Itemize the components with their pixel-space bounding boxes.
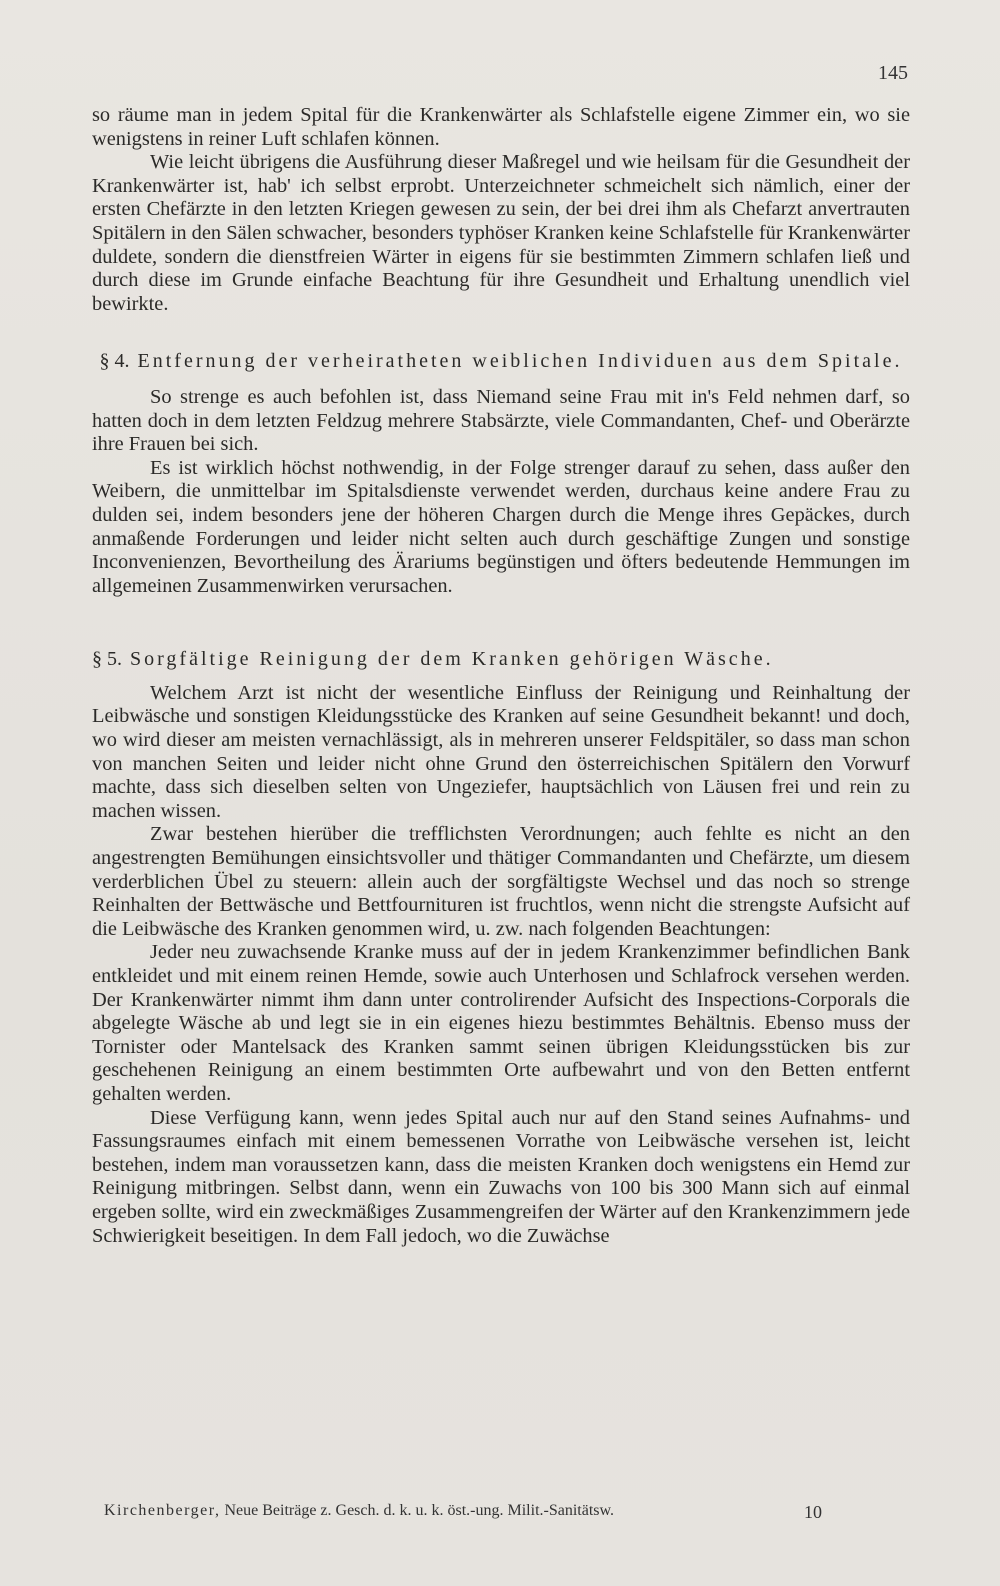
footer-title: Neue Beiträge z. Gesch. d. k. u. k. öst.-ung. Milit.-Sanitätsw. xyxy=(224,1502,615,1519)
page-number: 145 xyxy=(878,62,908,84)
section-title: Sorgfältige Reinigung der dem Kranken gehörigen Wäsche. xyxy=(130,648,774,671)
body-text xyxy=(92,104,910,1248)
section-number: § 5. xyxy=(92,648,122,671)
signature-mark: 10 xyxy=(804,1502,822,1522)
paragraph: Wie leicht übrigens die Ausführung dieser Maßregel und wie heilsam für die Gesundheit der Krankenwärter ist, hab' ich selbst erprobt. Unterzeichneter schmeichelt sich nämlich, einer der ersten Chefärzte in den letzten Kriegen gewesen zu sein, der bei drei ihm als Chefarzt anvertrauten Spitälern in den Sälen schwacher, besonders typhöser Kranken keine Schlafstelle für Krankenwärter duldete, sondern die dienstfreien Wärter in eigens für sie bestimmten Zimmern schlafen ließ und durch diese im Grunde einfache Beachtung für ihre Gesundheit und Erhaltung unendlich viel bewirkte. xyxy=(92,151,910,315)
footer-citation xyxy=(104,1502,614,1523)
paragraph: so räume man in jedem Spital für die Krankenwärter als Schlafstelle eigene Zimmer ein, wo sie wenigstens in reiner Luft schlafen können. xyxy=(92,104,910,150)
page-footer xyxy=(104,1502,822,1523)
paragraph: Es ist wirklich höchst nothwendig, in der Folge strenger darauf zu sehen, dass außer den Weibern, die unmittelbar im Spitalsdienste verwendet werden, durchaus keine andere Frau zu dulden sei, indem besonders jene der höheren Chargen durch die Menge ihres Gepäckes, durch anmaßende Forderungen und leider nicht selten auch durch geschäftige Zungen und sonstige Inconvenienzen, Bevortheilung des Ärariums begünstigen und öfters bedeutende Hemmungen im allgemeinen Zusammenwirken verursachen. xyxy=(92,456,910,597)
paragraph: Zwar bestehen hierüber die trefflichsten Verordnungen; auch fehlte es nicht an den angestrengten Bemühungen einsichtsvoller und thätiger Commandanten und Chefärzte, um diesem verderblichen Übel zu steuern: allein auch der sorgfältigste Wechsel und das noch so strenge Reinhalten der Bettwäsche und Bettfournituren ist fruchtlos, wenn nicht die strengste Aufsicht auf die Leibwäsche des Kranken genommen wird, u. zw. nach folgenden Beachtungen: xyxy=(92,823,910,940)
section-title: Entfernung der verheiratheten weiblichen Individuen aus dem Spitale. xyxy=(137,350,903,373)
paragraph: Jeder neu zuwachsende Kranke muss auf der in jedem Krankenzimmer befindlichen Bank entkleidet und mit einem reinen Hemde, sowie auch Unterhosen und Schlafrock versehen werden. Der Krankenwärter nimmt ihm dann unter controlirender Aufsicht des Inspections-Corporals die abgelegte Wäsche ab und legt sie in ein eigenes hiezu bestimmtes Behältnis. Ebenso muss der Tornister oder Mantelsack des Kranken sammt seinen übrigen Kleidungsstücken bis zur geschehenen Reinigung an einem bestimmten Orte aufbewahrt und von den Betten entfernt gehalten werden. xyxy=(92,941,910,1105)
paragraph: So strenge es auch befohlen ist, dass Niemand seine Frau mit in's Feld nehmen darf, so hatten doch in dem letzten Feldzug mehrere Stabsärzte, viele Commandanten, Chef- und Oberärzte ihre Frauen bei sich. xyxy=(92,385,910,456)
section-number: § 4. xyxy=(99,350,130,373)
section-heading-4 xyxy=(92,350,910,374)
section-heading-5 xyxy=(92,648,910,672)
footer-author: Kirchenberger, xyxy=(104,1502,221,1519)
paragraph: Diese Verfügung kann, wenn jedes Spital auch nur auf den Stand seines Aufnahms- und Fassungsraumes einfach mit einem bemessenen Vorrathe von Leibwäsche versehen ist, leicht bestehen, indem man voraussetzen kann, dass die meisten Kranken doch wenigstens ein Hemd zur Reinigung mitbringen. Selbst dann, wenn ein Zuwachs von 100 bis 300 Mann sich auf einmal ergeben sollte, wird ein zweckmäßiges Zusammengreifen der Wärter auf den Krankenzimmern jede Schwierigkeit beseitigen. In dem Fall jedoch, wo die Zuwächse xyxy=(92,1106,910,1247)
paragraph: Welchem Arzt ist nicht der wesentliche Einfluss der Reinigung und Reinhaltung der Leibwäsche und sonstigen Kleidungsstücke des Kranken auf seine Gesundheit bekannt! und doch, wo wird dieser am meisten vernachlässigt, als in mehreren unserer Feldspitäler, so dass man schon von manchen Seiten und leider nicht ohne Grund den österreichischen Spitälern den Vorwurf machte, dass sich dieselben selten von Ungeziefer, hauptsächlich von Läusen frei und rein zu machen wissen. xyxy=(92,681,910,822)
